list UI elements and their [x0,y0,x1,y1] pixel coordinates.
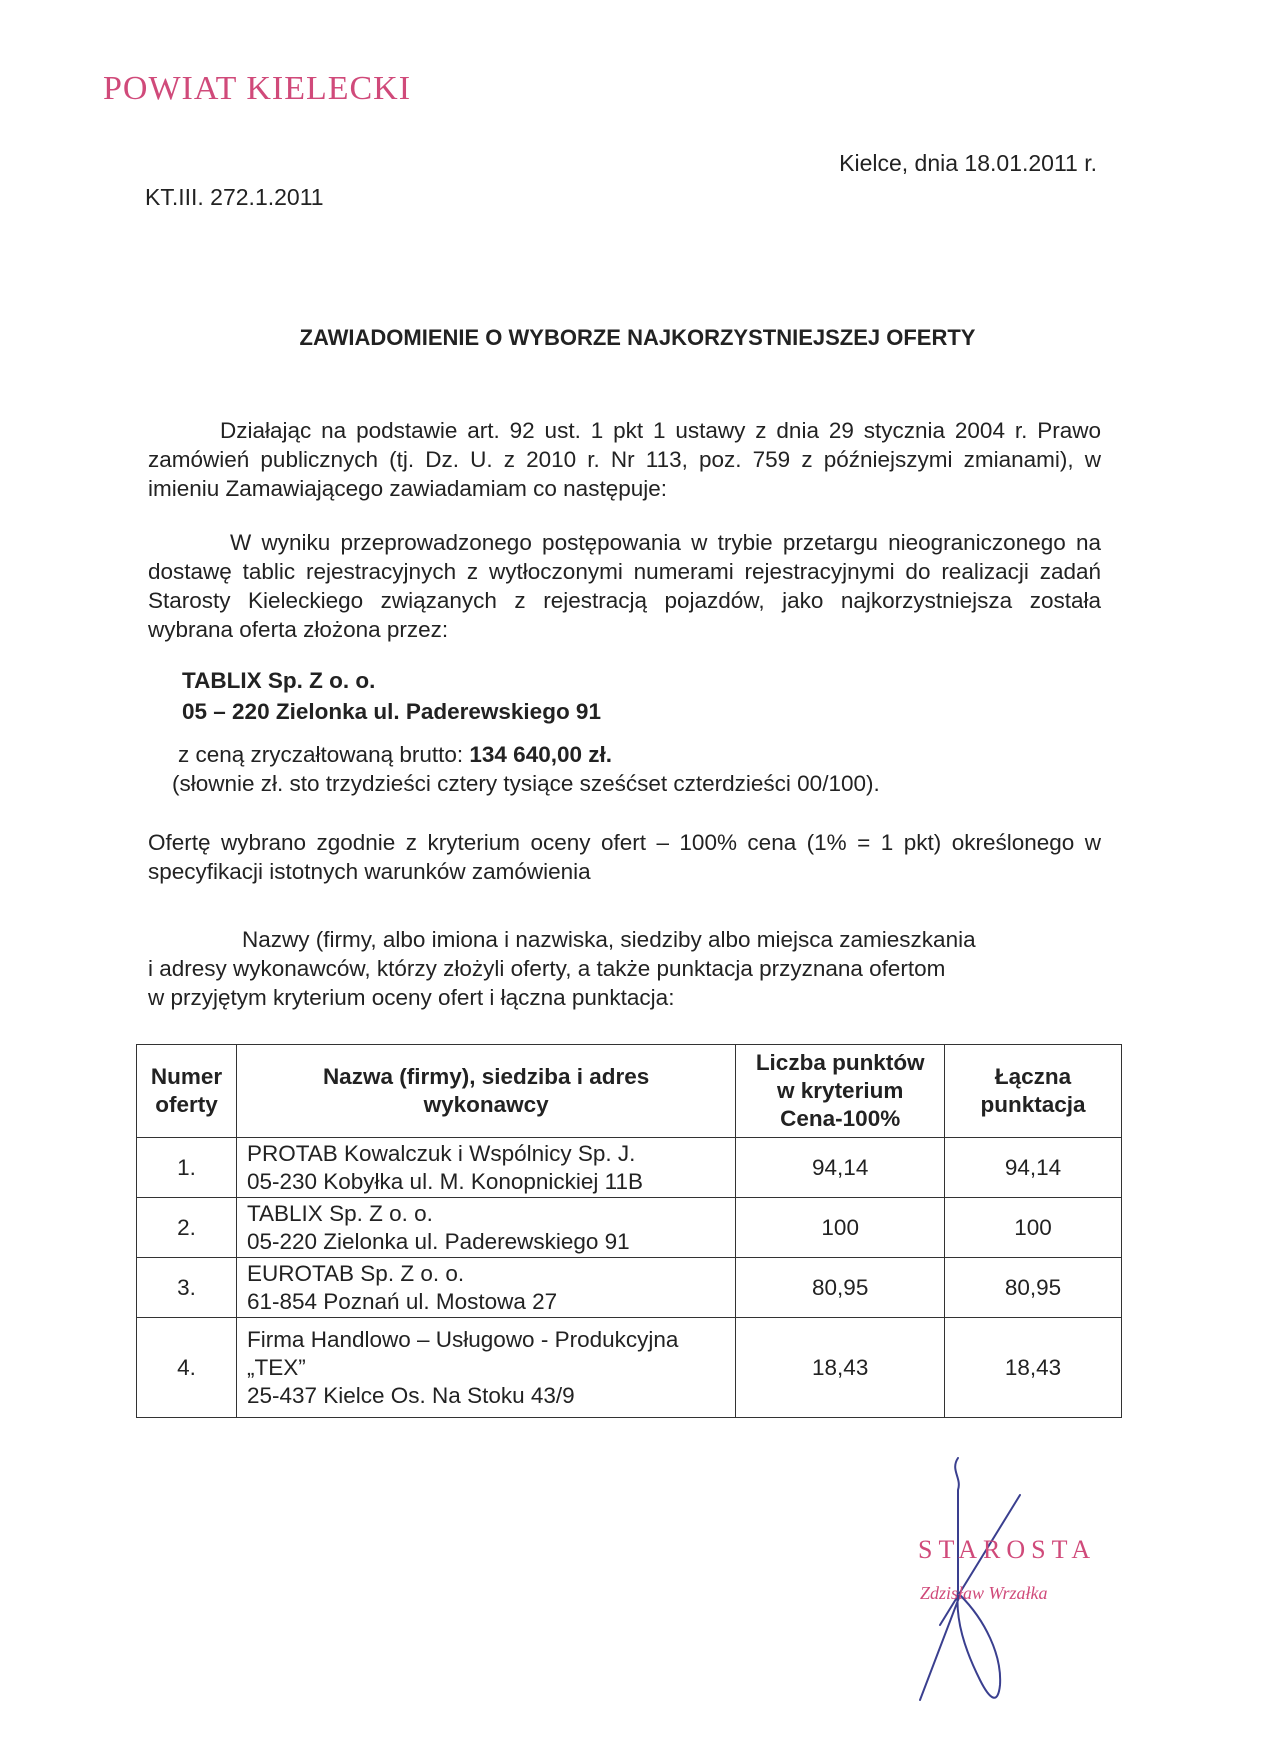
price-line [178,740,612,769]
row-number: 2. [137,1198,237,1258]
row-number: 4. [137,1318,237,1418]
row-name: Firma Handlowo – Usługowo - Produkcyjna „TEX” 25-437 Kielce Os. Na Stoku 43/9 [236,1318,735,1418]
price-value: 134 640,00 zł. [469,742,613,767]
reference-number: KT.III. 272.1.2011 [145,184,324,210]
stamp-powiat: POWIAT KIELECKI [103,70,412,107]
table-header-row [137,1045,1122,1138]
offers-intro-line-2: i adresy wykonawców, którzy złożyli oferty, a także punktacja przyznana ofertom [148,956,946,981]
table-row [137,1318,1122,1418]
paragraph-criterion: Ofertę wybrano zgodnie z kryterium oceny ofert – 100% cena (1% = 1 pkt) określonego w specyfikacji istotnych warunków zamówienia [148,830,1101,884]
row-points: 94,14 [736,1138,945,1198]
price-words: (słownie zł. sto trzydzieści cztery tysiące sześćset czterdzieści 00/100). [172,771,880,796]
paragraph-legal-basis: Działając na podstawie art. 92 ust. 1 pkt 1 ustawy z dnia 29 stycznia 2004 r. Prawo zamówień publicznych (tj. Dz. U. z 2010 r. Nr 113, poz. 759 z późniejszymi zmianami), w imieniu Zamawiającego zawiadamiam co następuje: [148,418,1101,501]
row-number: 1. [137,1138,237,1198]
document-date: Kielce, dnia 18.01.2011 r. [839,150,1097,176]
table-row [137,1258,1122,1318]
row-name: TABLIX Sp. Z o. o. 05-220 Zielonka ul. Paderewskiego 91 [236,1198,735,1258]
header-number: Numer oferty [137,1045,237,1138]
row-total: 80,95 [945,1258,1122,1318]
row-total: 100 [945,1198,1122,1258]
row-number: 3. [137,1258,237,1318]
row-points: 100 [736,1198,945,1258]
offers-intro-line-1: Nazwy (firmy, albo imiona i nazwiska, siedziby albo miejsca zamieszkania [242,927,976,952]
price-label: z ceną zryczałtowaną brutto: [178,742,470,767]
row-points: 80,95 [736,1258,945,1318]
paragraph-result: W wyniku przeprowadzonego postępowania w trybie przetargu nieograniczonego na dostawę tablic rejestracyjnych z wytłoczonymi numerami rejestracyjnymi do realizacji zadań Starosty Kieleckiego związanych z rejestracją pojazdów, jako najkorzystniejsza została wybrana oferta złożona przez: [148,530,1101,642]
row-name: PROTAB Kowalczuk i Wspólnicy Sp. J. 05-230 Kobyłka ul. M. Konopnickiej 11B [236,1138,735,1198]
row-points: 18,43 [736,1318,945,1418]
signatory-name: Zdzisław Wrzałka [920,1583,1048,1603]
winner-name: TABLIX Sp. Z o. o. [182,668,376,693]
table-row [137,1198,1122,1258]
signature-title: STAROSTA [918,1535,1097,1564]
row-name: EUROTAB Sp. Z o. o. 61-854 Poznań ul. Mostowa 27 [236,1258,735,1318]
offers-table [136,1044,1122,1418]
header-total: Łączna punktacja [945,1045,1122,1138]
winner-address: 05 – 220 Zielonka ul. Paderewskiego 91 [182,699,601,724]
winner-block [182,665,601,727]
paragraph-offers-intro [148,925,976,1012]
offers-intro-line-3: w przyjętym kryterium oceny ofert i łączna punktacja: [148,985,675,1010]
row-total: 94,14 [945,1138,1122,1198]
row-total: 18,43 [945,1318,1122,1418]
table-row [137,1138,1122,1198]
document-title: ZAWIADOMIENIE O WYBORZE NAJKORZYSTNIEJSZEJ OFERTY [299,325,976,350]
header-points: Liczba punktów w kryterium Cena-100% [736,1045,945,1138]
header-name: Nazwa (firmy), siedziba i adres wykonawcy [236,1045,735,1138]
